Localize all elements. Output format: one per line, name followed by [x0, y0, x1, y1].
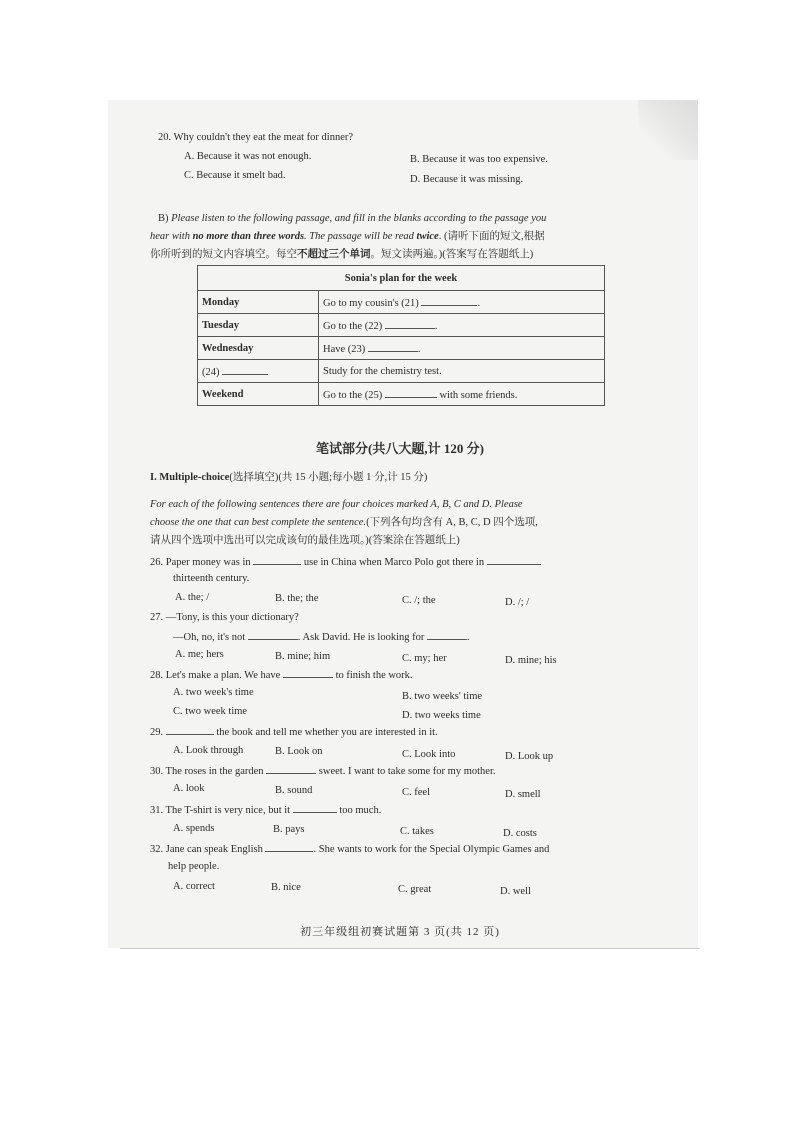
q32-text-b: . She wants to work for the Special Olympic Games and: [313, 844, 550, 855]
q26-text-a: 26. Paper money was in: [150, 557, 251, 568]
table-plan: [319, 383, 605, 406]
q31-option-b: B. pays: [273, 824, 305, 835]
table-row: [198, 360, 605, 383]
answer-blank-25: [385, 388, 437, 398]
parti-instr-2b: (下列各句均含有 A, B, C, D 四个选项,: [366, 517, 538, 528]
page-bottom-edge: [120, 948, 700, 949]
page-footer: 初三年级组初赛试题第 3 页(共 12 页): [300, 926, 500, 938]
q31-option-a: A. spends: [173, 823, 215, 834]
q31-blank: [293, 803, 337, 813]
q27-text-a: —Oh, no, it's not: [173, 632, 246, 643]
parti-heading-en: I. Multiple-choice: [150, 472, 230, 483]
table-header-row: [198, 266, 605, 291]
partb-instr-2e: . (请听下面的短文,根据: [438, 231, 545, 242]
q27-option-a: A. me; hers: [175, 649, 224, 660]
partb-instr-2c: . The passage will be read: [304, 231, 417, 242]
partb-line2: [150, 230, 545, 244]
q30-option-a: A. look: [173, 783, 205, 794]
q20-stem: 20. Why couldn't they eat the meat for dinner?: [158, 132, 354, 143]
q28-blank: [283, 668, 333, 678]
q28-text-b: to finish the work.: [335, 670, 413, 681]
answer-blank-23: [368, 342, 418, 352]
table-row: [198, 291, 605, 314]
q29-text-b: the book and tell me whether you are interested in it.: [216, 727, 438, 738]
plan-text: Go to the (25): [323, 389, 383, 401]
partb-instr-3a: 你所听到的短文内容填空。每空: [150, 249, 297, 260]
table-day: Weekend: [198, 383, 319, 406]
q26-text-b: use in China when Marco Polo got there in: [303, 557, 485, 568]
q32-blank: [265, 842, 313, 852]
table-row: [198, 337, 605, 360]
q20-option-b: B. Because it was too expensive.: [410, 154, 548, 165]
q27-option-d: D. mine; his: [505, 655, 557, 666]
partb-instr-2d: twice: [416, 231, 439, 242]
q27-blank-1: [248, 630, 298, 640]
q26-stem: [150, 555, 541, 570]
q28-text-a: 28. Let's make a plan. We have: [150, 670, 281, 681]
table-day: Tuesday: [198, 314, 319, 337]
partb-line3: [150, 248, 533, 262]
q29-text-a: 29.: [150, 727, 164, 738]
q27-option-c: C. my; her: [402, 653, 447, 664]
q32-stem-2: help people.: [168, 861, 220, 872]
parti-instr-1: For each of the following sentences there are four choices marked A, B, C and D. Please: [150, 499, 523, 510]
q32-text-a: 32. Jane can speak English: [150, 844, 263, 855]
q32-option-d: D. well: [500, 886, 531, 897]
q28-stem: [150, 668, 413, 683]
q31-option-d: D. costs: [503, 828, 537, 839]
q20-option-d: D. Because it was missing.: [410, 174, 524, 185]
section-title: 笔试部分(共八大题,计 120 分): [316, 441, 484, 456]
q31-stem: [150, 803, 381, 818]
q29-option-d: D. Look up: [505, 751, 554, 762]
plan-text: Go to my cousin's (21): [323, 297, 419, 309]
partb-instr-3b: 不超过三个单词: [297, 249, 371, 260]
q30-option-c: C. feel: [402, 787, 430, 798]
q20-option-a: A. Because it was not enough.: [184, 151, 312, 162]
q20-option-c: C. Because it smelt bad.: [184, 170, 286, 181]
q28-option-d: D. two weeks time: [402, 710, 481, 721]
q26-option-b: B. the; the: [275, 593, 319, 604]
table-day: (24): [202, 366, 220, 378]
partb-instr-2a: hear with: [150, 231, 193, 242]
parti-instr-2: [150, 516, 538, 530]
q27-text-c: .: [467, 632, 470, 643]
q31-text-b: too much.: [339, 805, 382, 816]
q29-blank: [166, 725, 214, 735]
parti-instr-3: 请从四个选项中选出可以完成该句的最佳选项。)(答案涂在答题纸上): [150, 535, 460, 546]
q26-blank-2: [487, 555, 541, 565]
q32-option-a: A. correct: [173, 881, 215, 892]
q30-blank: [266, 764, 316, 774]
partb-instr-2b: no more than three words: [192, 231, 305, 242]
table-day: Wednesday: [198, 337, 319, 360]
partb-instr-1: Please listen to the following passage, and fill in the blanks according to the passage you: [171, 213, 547, 224]
q30-text-a: 30. The roses in the garden: [150, 766, 264, 777]
table-plan: [319, 337, 605, 360]
q30-text-b: sweet. I want to take some for my mother.: [318, 766, 496, 777]
q31-text-a: 31. The T-shirt is very nice, but it: [150, 805, 291, 816]
q27-blank-2: [427, 630, 467, 640]
plan-text-end: .: [477, 297, 481, 309]
table-row: [198, 314, 605, 337]
page-corner-shadow: [638, 100, 698, 160]
q31-option-c: C. takes: [400, 826, 434, 837]
table-day: Monday: [198, 291, 319, 314]
q26-option-a: A. the; /: [175, 592, 210, 603]
parti-heading-cn: (选择填空)(共 15 小题;每小题 1 分,计 15 分): [229, 472, 428, 483]
table-plan: [319, 291, 605, 314]
q28-option-a: A. two week's time: [173, 687, 254, 698]
partb-label: B): [158, 213, 169, 224]
table-title: Sonia's plan for the week: [198, 266, 605, 291]
q26-blank-1: [253, 555, 301, 565]
parti-instr-2a: choose the one that can best complete the sentence.: [150, 517, 367, 528]
answer-blank-24: [222, 365, 268, 375]
q29-option-c: C. Look into: [402, 749, 456, 760]
q32-option-c: C. great: [398, 884, 432, 895]
table-plan: Study for the chemistry test.: [319, 360, 605, 383]
plan-text-end: with some friends.: [439, 389, 518, 401]
plan-text-end: .: [434, 320, 438, 332]
q29-stem: [150, 725, 438, 740]
partb-instr-3c: 。短文读两遍。)(答案写在答题纸上): [370, 249, 534, 260]
plan-text-end: .: [417, 343, 421, 355]
q27-stem-2: [173, 630, 470, 645]
q32-option-b: B. nice: [271, 882, 301, 893]
q30-option-b: B. sound: [275, 785, 313, 796]
q26-option-c: C. /; the: [402, 595, 436, 606]
table-day-cell: [198, 360, 319, 383]
q26-stem-2: thirteenth century.: [173, 573, 250, 584]
table-row: [198, 383, 605, 406]
q29-option-b: B. Look on: [275, 746, 323, 757]
q26-option-d: D. /; /: [505, 597, 530, 608]
q27-stem: 27. —Tony, is this your dictionary?: [150, 612, 299, 623]
q28-option-b: B. two weeks' time: [402, 691, 483, 702]
plan-text: Have (23): [323, 343, 366, 355]
answer-blank-22: [385, 319, 435, 329]
q30-option-d: D. smell: [505, 789, 541, 800]
q28-option-c: C. two week time: [173, 706, 248, 717]
q32-stem: [150, 842, 549, 857]
q27-text-b: . Ask David. He is looking for: [297, 632, 425, 643]
sonia-plan-table: [197, 265, 605, 406]
plan-text: Go to the (22): [323, 320, 383, 332]
q27-option-b: B. mine; him: [275, 651, 331, 662]
table-plan: [319, 314, 605, 337]
parti-heading: [150, 471, 427, 485]
answer-blank-21: [421, 296, 477, 306]
partb-line1: [158, 212, 546, 226]
q30-stem: [150, 764, 496, 779]
q29-option-a: A. Look through: [173, 745, 244, 756]
